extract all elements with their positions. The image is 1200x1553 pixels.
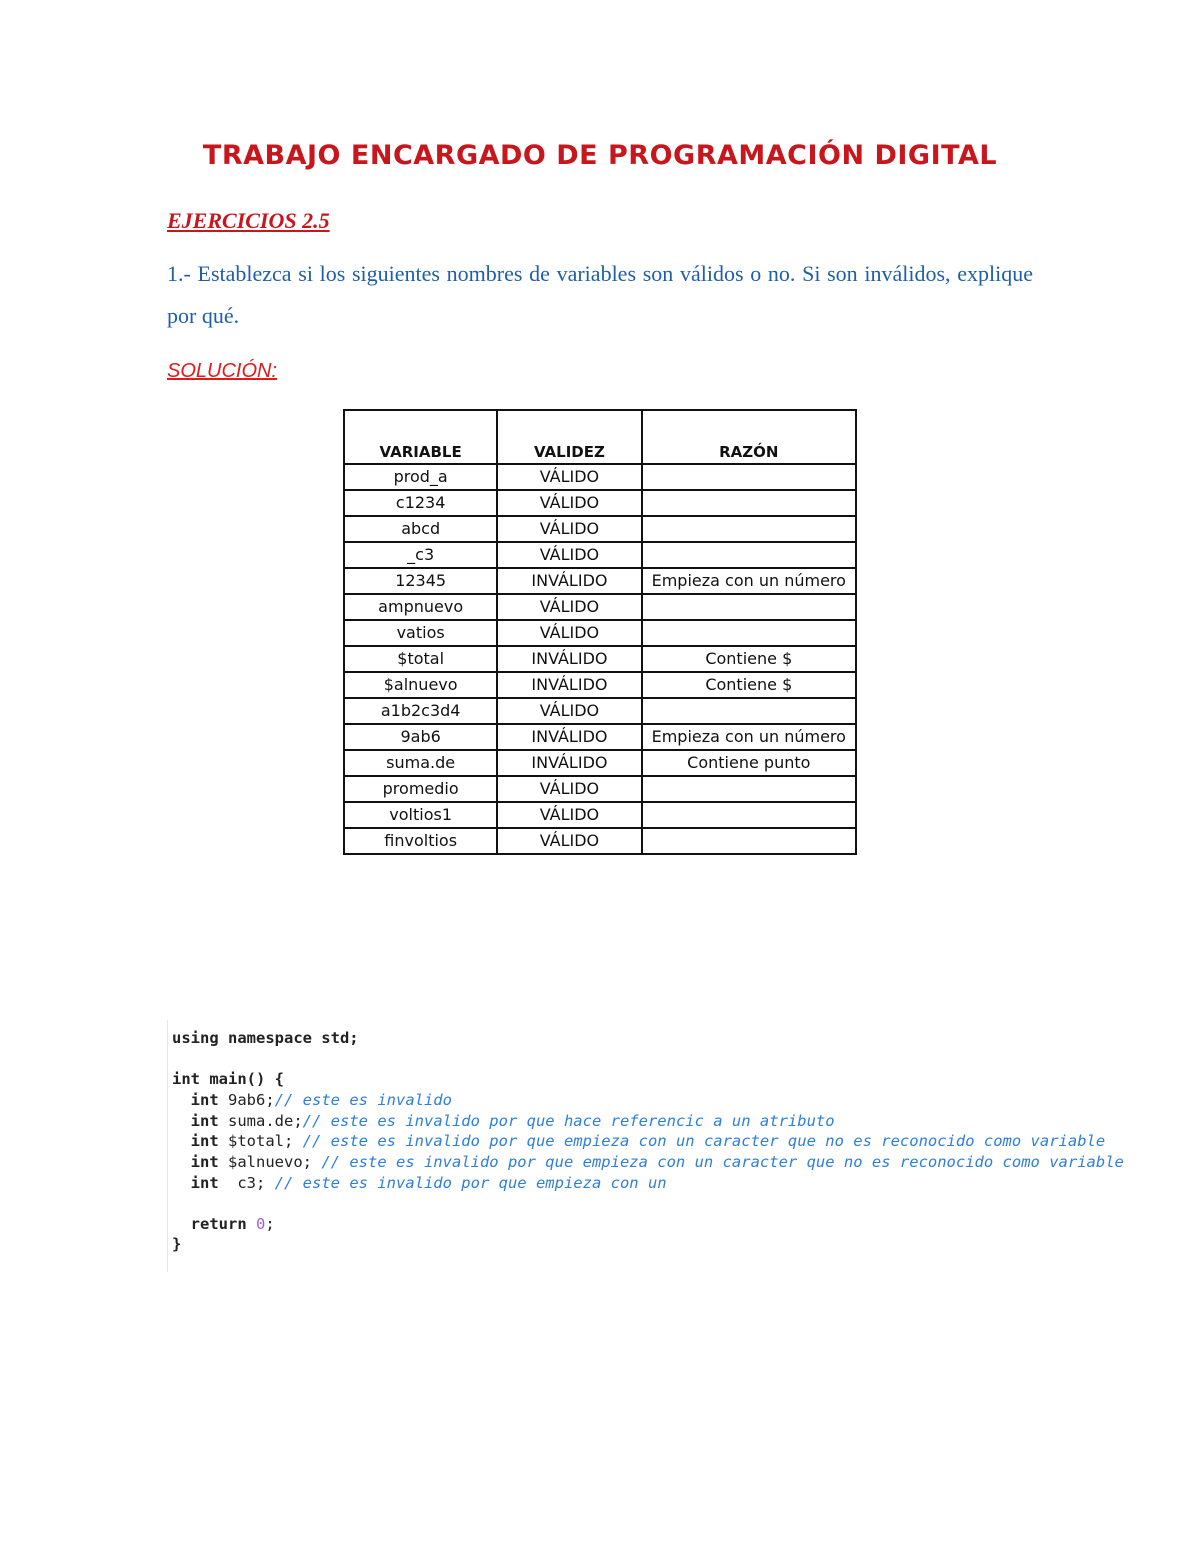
cell-razon	[642, 464, 856, 490]
table-row	[344, 724, 856, 750]
code-keyword: int	[190, 1174, 219, 1192]
cell-variable: vatios	[344, 620, 497, 646]
code-comment: // este es invalido por que hace referencic a un atributo	[302, 1112, 835, 1130]
cell-razon: Contiene $	[642, 672, 856, 698]
code-line-return	[172, 1214, 275, 1235]
cell-validez: VÁLIDO	[497, 594, 641, 620]
table-row	[344, 646, 856, 672]
table-row	[344, 620, 856, 646]
code-keyword: int	[190, 1153, 219, 1171]
cell-razon	[642, 490, 856, 516]
cell-variable: ampnuevo	[344, 594, 497, 620]
code-return-end: ;	[265, 1215, 275, 1233]
table-row	[344, 594, 856, 620]
cell-variable: $total	[344, 646, 497, 672]
cell-razon: Contiene $	[642, 646, 856, 672]
cell-validez: VÁLIDO	[497, 802, 641, 828]
cell-razon: Empieza con un número	[642, 724, 856, 750]
cell-validez: VÁLIDO	[497, 490, 641, 516]
table-row	[344, 776, 856, 802]
table-row	[344, 698, 856, 724]
code-line-main	[172, 1069, 284, 1090]
table-row	[344, 516, 856, 542]
cell-validez: VÁLIDO	[497, 620, 641, 646]
code-identifier: suma.de;	[218, 1112, 303, 1130]
code-line-close	[172, 1234, 181, 1255]
table-row	[344, 542, 856, 568]
header-variable: VARIABLE	[344, 410, 497, 464]
header-razon: RAZÓN	[642, 410, 856, 464]
code-line-declaration	[172, 1131, 1105, 1152]
cell-razon	[642, 594, 856, 620]
table-row	[344, 464, 856, 490]
cell-razon: Contiene punto	[642, 750, 856, 776]
cell-razon	[642, 698, 856, 724]
cell-validez: VÁLIDO	[497, 516, 641, 542]
header-validez: VALIDEZ	[497, 410, 641, 464]
cell-validez: VÁLIDO	[497, 698, 641, 724]
cell-validez: INVÁLIDO	[497, 750, 641, 776]
table-row	[344, 802, 856, 828]
cell-variable: suma.de	[344, 750, 497, 776]
code-line-declaration	[172, 1173, 667, 1194]
code-identifier: c3;	[218, 1174, 275, 1192]
variables-table	[343, 409, 857, 855]
cell-razon	[642, 828, 856, 854]
cell-variable: 12345	[344, 568, 497, 594]
code-using: using namespace std;	[172, 1029, 359, 1047]
table-body	[344, 464, 856, 854]
code-line-declaration	[172, 1090, 452, 1111]
code-snippet	[167, 1020, 1178, 1272]
solution-label: SOLUCIÓN:	[167, 360, 278, 382]
code-main-open: int main() {	[172, 1070, 284, 1088]
cell-variable: promedio	[344, 776, 497, 802]
cell-razon	[642, 542, 856, 568]
cell-validez: INVÁLIDO	[497, 672, 641, 698]
code-identifier: $total;	[218, 1132, 303, 1150]
cell-variable: _c3	[344, 542, 497, 568]
cell-variable: $alnuevo	[344, 672, 497, 698]
code-line-using	[172, 1028, 359, 1049]
section-heading: EJERCICIOS 2.5	[167, 208, 330, 233]
code-keyword: int	[190, 1091, 219, 1109]
cell-variable: 9ab6	[344, 724, 497, 750]
cell-validez: VÁLIDO	[497, 776, 641, 802]
table-row	[344, 750, 856, 776]
cell-validez: INVÁLIDO	[497, 646, 641, 672]
cell-validez: VÁLIDO	[497, 828, 641, 854]
cell-razon	[642, 776, 856, 802]
cell-validez: INVÁLIDO	[497, 724, 641, 750]
code-return-value: 0	[256, 1215, 266, 1233]
code-comment: // este es invalido por que empieza con un	[274, 1174, 667, 1192]
cell-razon	[642, 802, 856, 828]
code-close-brace: }	[172, 1235, 182, 1253]
code-comment: // este es invalido por que empieza con un caracter que no es reconocido como variable	[302, 1132, 1106, 1150]
cell-variable: a1b2c3d4	[344, 698, 497, 724]
cell-variable: prod_a	[344, 464, 497, 490]
cell-razon	[642, 620, 856, 646]
code-line-declaration	[172, 1111, 835, 1132]
code-line-declaration	[172, 1152, 1124, 1173]
code-keyword: int	[190, 1112, 219, 1130]
cell-razon	[642, 516, 856, 542]
table-row	[344, 672, 856, 698]
cell-variable: voltios1	[344, 802, 497, 828]
code-identifier: 9ab6;	[218, 1091, 275, 1109]
code-comment: // este es invalido por que empieza con un caracter que no es reconocido como variable	[321, 1153, 1124, 1171]
cell-validez: INVÁLIDO	[497, 568, 641, 594]
question-text: 1.- Establezca si los siguientes nombres de variables son válidos o no. Si son inválidos, explique por qué.	[167, 261, 1033, 328]
code-keyword: int	[190, 1132, 219, 1150]
table-row	[344, 828, 856, 854]
code-comment: // este es invalido	[274, 1091, 452, 1109]
cell-variable: c1234	[344, 490, 497, 516]
page-title: TRABAJO ENCARGADO DE PROGRAMACIÓN DIGITAL	[202, 140, 998, 171]
cell-razon: Empieza con un número	[642, 568, 856, 594]
code-return-keyword: return	[190, 1215, 247, 1233]
table-row	[344, 568, 856, 594]
table-row	[344, 490, 856, 516]
cell-validez: VÁLIDO	[497, 464, 641, 490]
table-header-row	[344, 410, 856, 464]
cell-validez: VÁLIDO	[497, 542, 641, 568]
cell-variable: abcd	[344, 516, 497, 542]
code-identifier: $alnuevo;	[218, 1153, 322, 1171]
cell-variable: finvoltios	[344, 828, 497, 854]
